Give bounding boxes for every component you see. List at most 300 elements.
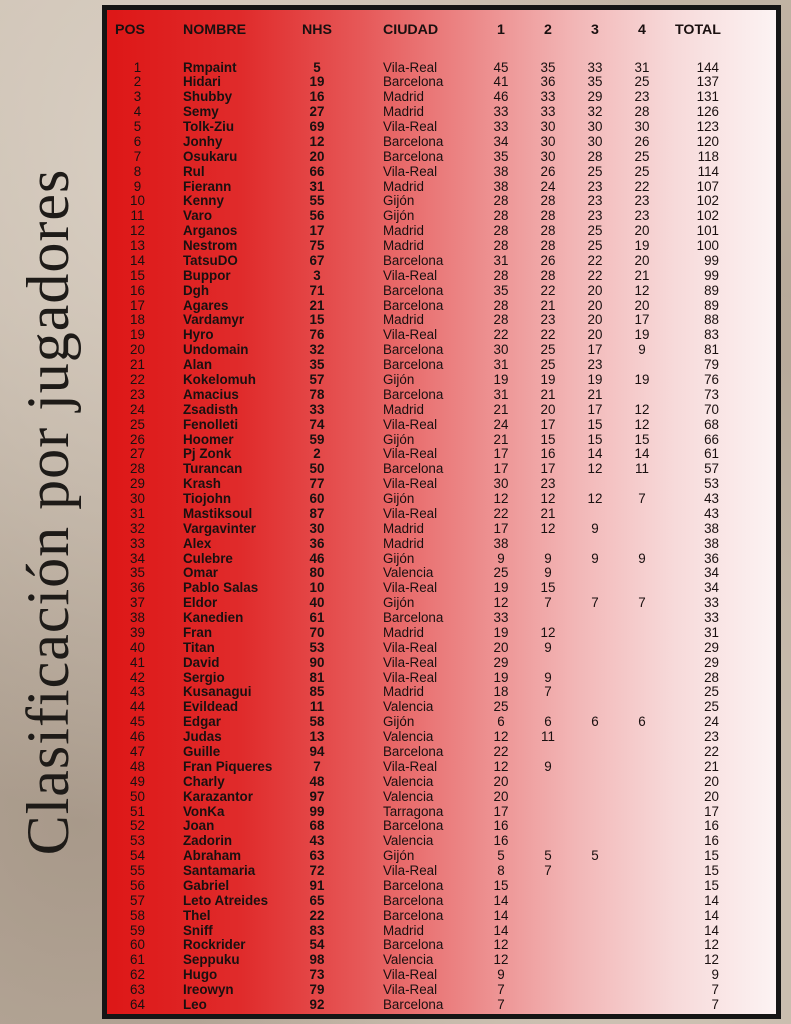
cell-round-1: 25	[493, 699, 509, 715]
cell-nombre: Amacius	[183, 386, 239, 402]
cell-round-4: 11	[635, 461, 649, 477]
cell-ciudad: Vila-Real	[383, 863, 438, 879]
cell-nhs: 72	[309, 863, 325, 879]
cell-round-1: 19	[493, 371, 509, 387]
table-row	[107, 313, 776, 328]
cell-total: 89	[704, 297, 719, 313]
cell-total: 33	[704, 610, 719, 626]
cell-round-2: 33	[540, 89, 556, 105]
cell-nombre: Kenny	[183, 193, 224, 209]
table-row	[107, 596, 776, 611]
cell-ciudad: Vila-Real	[383, 967, 438, 983]
cell-ciudad: Vila-Real	[383, 669, 438, 685]
cell-ciudad: Barcelona	[383, 386, 444, 402]
cell-round-2: 12	[540, 491, 556, 507]
cell-nhs: 69	[309, 119, 325, 135]
cell-total: 83	[704, 327, 719, 343]
cell-nhs: 11	[309, 699, 325, 715]
cell-nombre: Karazantor	[183, 788, 253, 804]
cell-nombre: Osukaru	[183, 148, 238, 164]
cell-ciudad: Vila-Real	[383, 327, 438, 343]
cell-nhs: 33	[309, 401, 325, 417]
cell-round-3: 17	[587, 342, 603, 358]
cell-pos: 50	[130, 788, 145, 804]
cell-round-1: 45	[493, 59, 509, 75]
cell-nombre: Arganos	[183, 223, 238, 239]
cell-total: 137	[696, 74, 719, 90]
cell-round-2: 17	[540, 416, 556, 432]
cell-round-1: 9	[497, 967, 505, 983]
cell-nombre: Jonhy	[183, 133, 223, 149]
cell-ciudad: Madrid	[383, 104, 424, 120]
cell-round-2: 33	[540, 104, 556, 120]
cell-nombre: Thel	[183, 907, 211, 923]
cell-ciudad: Madrid	[383, 922, 424, 938]
cell-pos: 54	[130, 848, 145, 864]
cell-round-2: 21	[540, 386, 556, 402]
cell-pos: 9	[133, 178, 142, 194]
cell-pos: 58	[130, 907, 145, 923]
cell-nombre: Mastiksoul	[183, 505, 253, 521]
cell-pos: 5	[133, 119, 142, 135]
cell-pos: 33	[130, 535, 145, 551]
cell-round-1: 20	[493, 639, 509, 655]
cell-total: 144	[696, 59, 719, 75]
cell-round-4: 19	[634, 327, 650, 343]
cell-ciudad: Madrid	[383, 238, 424, 254]
cell-nombre: Agares	[183, 297, 229, 313]
cell-total: 34	[704, 565, 719, 581]
cell-nombre: Kusanagui	[183, 684, 252, 700]
cell-round-1: 28	[493, 208, 509, 224]
cell-nhs: 46	[309, 550, 325, 566]
cell-ciudad: Gijón	[383, 550, 415, 566]
cell-total: 38	[704, 535, 719, 551]
cell-pos: 21	[130, 357, 145, 373]
cell-nombre: Undomain	[183, 342, 249, 358]
cell-round-3: 32	[587, 104, 603, 120]
table-row	[107, 418, 776, 433]
table-row	[107, 75, 776, 90]
cell-pos: 34	[130, 550, 145, 566]
cell-nombre: Sergio	[183, 669, 225, 685]
table-row	[107, 269, 776, 284]
cell-round-3: 25	[587, 223, 603, 239]
cell-total: 25	[704, 684, 719, 700]
cell-total: 29	[704, 639, 719, 655]
cell-round-1: 35	[493, 148, 509, 164]
cell-nhs: 32	[309, 342, 325, 358]
cell-round-2: 6	[544, 714, 552, 730]
cell-round-2: 25	[540, 357, 556, 373]
header-round-4: 4	[638, 22, 646, 38]
cell-nombre: Seppuku	[183, 952, 240, 968]
cell-ciudad: Valencia	[383, 565, 434, 581]
cell-nombre: Kokelomuh	[183, 371, 256, 387]
cell-nombre: Turancan	[183, 461, 243, 477]
cell-ciudad: Valencia	[383, 729, 434, 745]
cell-pos: 26	[130, 431, 145, 447]
cell-ciudad: Barcelona	[383, 282, 444, 298]
cell-pos: 28	[130, 461, 145, 477]
cell-nombre: Joan	[183, 818, 215, 834]
table-row	[107, 90, 776, 105]
cell-total: 33	[704, 595, 719, 611]
cell-nombre: Leo	[183, 996, 207, 1012]
cell-round-1: 28	[493, 193, 509, 209]
cell-round-4: 9	[638, 550, 646, 566]
table-row	[107, 938, 776, 953]
cell-round-2: 20	[540, 401, 556, 417]
cell-nhs: 81	[309, 669, 325, 685]
table-row	[107, 849, 776, 864]
table-row	[107, 477, 776, 492]
cell-total: 88	[704, 312, 719, 328]
cell-round-4: 25	[634, 74, 650, 90]
cell-total: 38	[704, 520, 719, 536]
cell-round-2: 22	[540, 327, 556, 343]
cell-round-2: 9	[544, 669, 552, 685]
cell-pos: 7	[133, 148, 142, 164]
cell-nhs: 5	[313, 59, 321, 75]
cell-round-4: 31	[634, 59, 650, 75]
cell-ciudad: Tarragona	[383, 803, 444, 819]
cell-round-2: 12	[540, 520, 556, 536]
cell-nombre: Rmpaint	[183, 59, 237, 75]
cell-nhs: 91	[309, 877, 325, 893]
cell-total: 57	[704, 461, 719, 477]
cell-round-1: 22	[493, 743, 509, 759]
cell-round-2: 5	[544, 848, 552, 864]
cell-nhs: 58	[309, 714, 325, 730]
table-row	[107, 864, 776, 879]
table-row	[107, 328, 776, 343]
cell-total: 14	[704, 892, 719, 908]
cell-round-4: 22	[634, 178, 650, 194]
cell-total: 81	[704, 342, 719, 358]
cell-round-1: 46	[493, 89, 509, 105]
cell-pos: 64	[130, 996, 145, 1012]
cell-round-1: 24	[493, 416, 509, 432]
cell-round-1: 19	[493, 580, 509, 596]
cell-nombre: Hyro	[183, 327, 214, 343]
cell-round-1: 35	[493, 282, 509, 298]
cell-round-4: 14	[634, 446, 650, 462]
cell-round-2: 21	[540, 505, 556, 521]
cell-nhs: 99	[309, 803, 325, 819]
cell-round-2: 35	[540, 59, 556, 75]
cell-pos: 39	[130, 624, 145, 640]
cell-round-4: 23	[634, 89, 650, 105]
table-row	[107, 983, 776, 998]
cell-nhs: 78	[309, 386, 325, 402]
cell-total: 34	[704, 580, 719, 596]
cell-round-3: 33	[587, 59, 603, 75]
cell-nhs: 71	[309, 282, 325, 298]
cell-nombre: Sniff	[183, 922, 213, 938]
cell-round-1: 28	[493, 297, 509, 313]
cell-pos: 19	[130, 327, 145, 343]
table-row	[107, 105, 776, 120]
cell-round-2: 15	[540, 431, 556, 447]
table-row	[107, 492, 776, 507]
table-row	[107, 194, 776, 209]
cell-nhs: 7	[313, 758, 321, 774]
cell-ciudad: Vila-Real	[383, 446, 438, 462]
cell-nombre: Rockrider	[183, 937, 246, 953]
cell-nhs: 59	[309, 431, 325, 447]
cell-round-3: 12	[587, 491, 603, 507]
cell-round-1: 38	[493, 178, 509, 194]
cell-ciudad: Vila-Real	[383, 163, 438, 179]
cell-round-2: 21	[540, 297, 556, 313]
cell-ciudad: Barcelona	[383, 297, 444, 313]
cell-pos: 22	[130, 371, 145, 387]
cell-round-2: 28	[540, 223, 556, 239]
cell-nhs: 79	[309, 982, 325, 998]
cell-nombre: Hoomer	[183, 431, 234, 447]
cell-nombre: VonKa	[183, 803, 225, 819]
cell-ciudad: Valencia	[383, 788, 434, 804]
cell-nombre: Hidari	[183, 74, 221, 90]
cell-total: 107	[696, 178, 719, 194]
cell-round-2: 9	[544, 565, 552, 581]
cell-nombre: Fenolleti	[183, 416, 239, 432]
table-row	[107, 581, 776, 596]
cell-ciudad: Vila-Real	[383, 758, 438, 774]
cell-round-3: 29	[587, 89, 603, 105]
cell-nombre: Dgh	[183, 282, 210, 298]
cell-ciudad: Gijón	[383, 491, 415, 507]
cell-round-3: 12	[587, 461, 603, 477]
cell-round-2: 22	[540, 282, 556, 298]
cell-round-1: 17	[493, 803, 509, 819]
cell-nhs: 63	[309, 848, 325, 864]
cell-pos: 47	[130, 743, 145, 759]
cell-round-4: 25	[634, 148, 650, 164]
cell-pos: 60	[130, 937, 145, 953]
table-row	[107, 968, 776, 983]
cell-round-1: 12	[493, 729, 509, 745]
cell-nhs: 75	[309, 238, 325, 254]
cell-pos: 3	[133, 89, 142, 105]
cell-ciudad: Barcelona	[383, 252, 444, 268]
cell-ciudad: Vila-Real	[383, 119, 438, 135]
cell-ciudad: Barcelona	[383, 148, 444, 164]
cell-total: 14	[704, 907, 719, 923]
cell-pos: 40	[130, 639, 145, 655]
header-round-1: 1	[497, 22, 505, 38]
cell-round-4: 7	[638, 595, 646, 611]
table-row	[107, 299, 776, 314]
cell-nombre: Kanedien	[183, 610, 244, 626]
cell-ciudad: Valencia	[383, 699, 434, 715]
cell-pos: 36	[130, 580, 145, 596]
cell-ciudad: Madrid	[383, 624, 424, 640]
cell-total: 101	[696, 223, 719, 239]
cell-pos: 56	[130, 877, 145, 893]
table-row	[107, 180, 776, 195]
cell-round-4: 20	[634, 223, 650, 239]
table-row	[107, 537, 776, 552]
cell-total: 123	[696, 119, 719, 135]
cell-nhs: 74	[309, 416, 325, 432]
cell-total: 21	[704, 758, 719, 774]
cell-nombre: Santamaria	[183, 863, 256, 879]
cell-nhs: 87	[309, 505, 325, 521]
cell-ciudad: Barcelona	[383, 743, 444, 759]
cell-pos: 44	[130, 699, 145, 715]
cell-total: 43	[704, 491, 719, 507]
cell-round-2: 28	[540, 193, 556, 209]
table-row	[107, 715, 776, 730]
table-row	[107, 507, 776, 522]
header-nombre: NOMBRE	[183, 22, 247, 38]
cell-ciudad: Barcelona	[383, 74, 444, 90]
cell-round-1: 33	[493, 119, 509, 135]
cell-round-1: 22	[493, 505, 509, 521]
cell-round-1: 19	[493, 624, 509, 640]
cell-round-2: 24	[540, 178, 556, 194]
cell-pos: 6	[133, 133, 142, 149]
cell-total: 16	[704, 818, 719, 834]
cell-nhs: 97	[309, 788, 325, 804]
cell-round-4: 17	[634, 312, 650, 328]
cell-total: 24	[704, 714, 719, 730]
cell-nhs: 48	[309, 773, 325, 789]
cell-ciudad: Vila-Real	[383, 982, 438, 998]
cell-nhs: 55	[309, 193, 325, 209]
cell-pos: 53	[130, 833, 145, 849]
cell-total: 15	[704, 877, 719, 893]
cell-nhs: 60	[309, 491, 325, 507]
cell-round-2: 19	[540, 371, 556, 387]
cell-round-2: 23	[540, 476, 556, 492]
cell-ciudad: Madrid	[383, 312, 424, 328]
cell-ciudad: Gijón	[383, 595, 415, 611]
cell-nombre: Tolk-Ziu	[183, 119, 235, 135]
table-row	[107, 730, 776, 745]
table-row	[107, 894, 776, 909]
cell-total: 20	[704, 788, 719, 804]
cell-nhs: 85	[309, 684, 325, 700]
cell-nhs: 57	[309, 371, 325, 387]
cell-nombre: Vargavinter	[183, 520, 256, 536]
cell-pos: 12	[130, 223, 145, 239]
cell-total: 102	[696, 193, 719, 209]
cell-ciudad: Madrid	[383, 535, 424, 551]
cell-round-1: 31	[493, 357, 509, 373]
cell-round-1: 30	[493, 342, 509, 358]
cell-ciudad: Barcelona	[383, 133, 444, 149]
cell-total: 73	[704, 386, 719, 402]
cell-round-1: 28	[493, 267, 509, 283]
header-total: TOTAL	[675, 22, 721, 38]
cell-nombre: Shubby	[183, 89, 233, 105]
cell-nhs: 16	[309, 89, 325, 105]
ranking-panel	[102, 5, 781, 1019]
cell-nhs: 94	[309, 743, 325, 759]
cell-nhs: 76	[309, 327, 325, 343]
cell-round-2: 16	[540, 446, 556, 462]
cell-round-3: 14	[587, 446, 603, 462]
cell-round-4: 30	[634, 119, 650, 135]
cell-round-3: 25	[587, 238, 603, 254]
table-row	[107, 343, 776, 358]
cell-round-2: 11	[541, 729, 555, 745]
cell-nhs: 90	[309, 654, 325, 670]
cell-ciudad: Gijón	[383, 431, 415, 447]
cell-round-3: 21	[587, 386, 603, 402]
cell-nombre: Alex	[183, 535, 212, 551]
cell-total: 28	[704, 669, 719, 685]
cell-round-2: 15	[540, 580, 556, 596]
header-pos: POS	[115, 22, 145, 38]
cell-round-3: 5	[591, 848, 599, 864]
cell-total: 100	[696, 238, 719, 254]
cell-pos: 35	[130, 565, 145, 581]
cell-nhs: 31	[309, 178, 325, 194]
cell-nombre: Fran Piqueres	[183, 758, 273, 774]
cell-nhs: 68	[309, 818, 325, 834]
cell-round-3: 23	[587, 357, 603, 373]
cell-round-4: 25	[634, 163, 650, 179]
cell-round-2: 36	[540, 74, 556, 90]
cell-nombre: Alan	[183, 357, 213, 373]
cell-round-1: 12	[493, 758, 509, 774]
cell-round-2: 30	[540, 119, 556, 135]
cell-round-2: 28	[540, 208, 556, 224]
cell-total: 66	[704, 431, 719, 447]
cell-total: 79	[704, 357, 719, 373]
cell-total: 29	[704, 654, 719, 670]
cell-round-2: 9	[544, 758, 552, 774]
cell-pos: 31	[130, 505, 145, 521]
cell-pos: 57	[130, 892, 145, 908]
cell-round-4: 12	[634, 401, 650, 417]
cell-nombre: Fran	[183, 624, 213, 640]
cell-ciudad: Valencia	[383, 833, 434, 849]
table-row	[107, 924, 776, 939]
cell-round-4: 28	[634, 104, 650, 120]
cell-round-1: 20	[493, 788, 509, 804]
table-row	[107, 775, 776, 790]
table-row	[107, 284, 776, 299]
cell-pos: 10	[130, 193, 145, 209]
table-row	[107, 671, 776, 686]
cell-round-3: 23	[587, 208, 603, 224]
cell-nombre: David	[183, 654, 220, 670]
table-row	[107, 120, 776, 135]
cell-round-1: 22	[493, 327, 509, 343]
cell-round-4: 6	[638, 714, 646, 730]
table-row	[107, 685, 776, 700]
cell-nhs: 12	[309, 133, 325, 149]
cell-round-3: 22	[587, 252, 603, 268]
cell-round-1: 16	[493, 818, 509, 834]
cell-round-1: 12	[493, 952, 509, 968]
cell-total: 70	[704, 401, 719, 417]
cell-pos: 41	[130, 654, 145, 670]
cell-round-2: 28	[540, 267, 556, 283]
cell-round-1: 38	[493, 163, 509, 179]
cell-pos: 2	[133, 74, 142, 90]
cell-nombre: TatsuDO	[183, 252, 238, 268]
cell-round-4: 21	[634, 267, 650, 283]
cell-pos: 59	[130, 922, 145, 938]
cell-round-2: 9	[544, 550, 552, 566]
cell-nhs: 10	[309, 580, 325, 596]
